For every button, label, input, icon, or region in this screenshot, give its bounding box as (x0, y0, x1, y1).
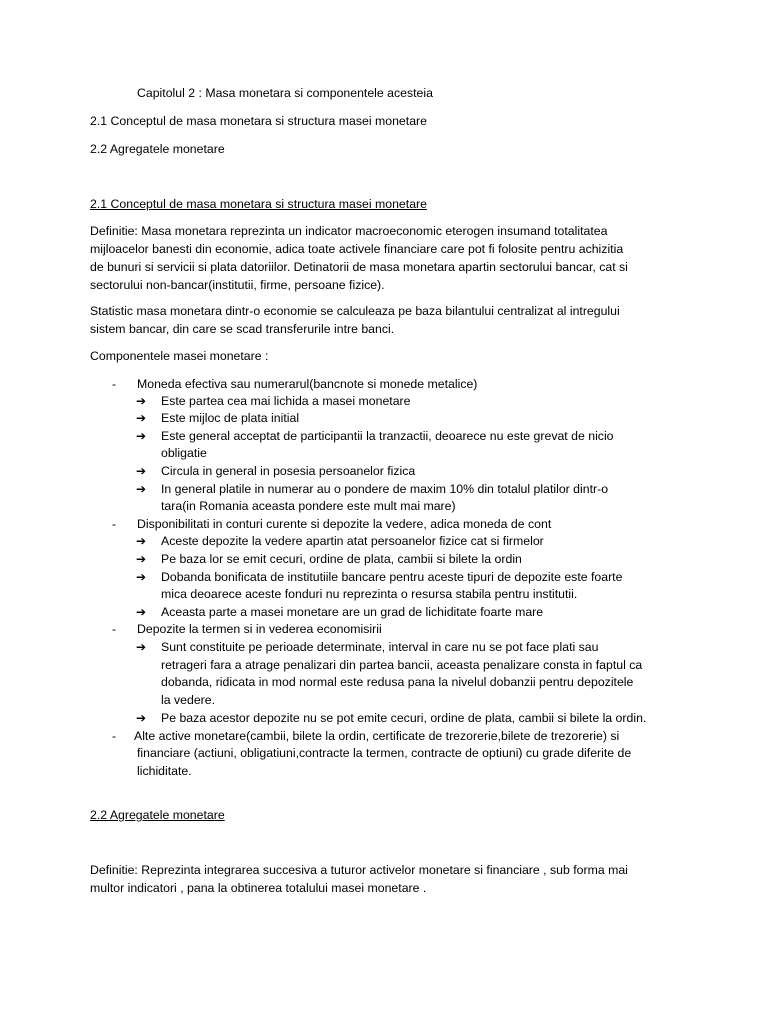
arrow-bullet-icon: ➔ (136, 464, 147, 478)
sub-item-continuation: tara(in Romania aceasta pondere este mult mai mare) (161, 499, 456, 513)
arrow-bullet-icon: ➔ (136, 394, 147, 408)
sub-item: Aceasta parte a masei monetare are un grad de lichiditate foarte mare (161, 605, 544, 619)
sub-item: Pe baza acestor depozite nu se pot emite cecuri, ordine de plata, cambii si bilete la ordin. (161, 711, 647, 725)
arrow-bullet-icon: ➔ (136, 640, 147, 654)
text-line: de bunuri si servicii si plata datoriilor. Detinatorii de masa monetara apartin sectorului bancar, cat si (90, 260, 628, 274)
sub-item: Dobanda bonificata de institutiile bancare pentru aceste tipuri de depozite este foarte (161, 570, 623, 584)
list-item-continuation: lichiditate. (137, 764, 192, 778)
sub-item: Aceste depozite la vedere apartin atat persoanelor fizice cat si firmelor (161, 534, 544, 548)
chapter-title: Capitolul 2 : Masa monetara si componentele acesteia (137, 86, 433, 100)
text-line: sectorului non-bancar(institutii, firme, persoane fizice). (90, 278, 385, 292)
text-line: Definitie: Reprezinta integrarea succesiva a tuturor activelor monetare si financiare , sub forma mai (90, 863, 628, 877)
sub-item-continuation: retrageri fara a atrage penalizari din partea bancii, aceasta penalizare consta in faptul ca (161, 658, 643, 672)
list-item-continuation: financiare (actiuni, obligatiuni,contracte la termen, contracte de optiuni) cu grade diferite de (137, 746, 632, 760)
list-item-title: Moneda efectiva sau numerarul(bancnote si monede metalice) (137, 377, 478, 391)
arrow-bullet-icon: ➔ (136, 552, 147, 566)
sub-item-continuation: obligatie (161, 446, 207, 460)
arrow-bullet-icon: ➔ (136, 534, 147, 548)
sub-item: Este general acceptat de participantii la tranzactii, deoarece nu este grevat de nicio (161, 429, 614, 443)
text-line: mijloacelor banesti din economie, adica toate activele financiare care pot fi folosite pentru achizitia (90, 242, 624, 256)
sub-item: Este mijloc de plata initial (161, 411, 300, 425)
arrow-bullet-icon: ➔ (136, 570, 147, 584)
sub-item-continuation: dobanda, ridicata in mod normal este redusa pana la nivelul dobanzii pentru depozitele (161, 675, 634, 689)
components-heading: Componentele masei monetare : (90, 349, 269, 363)
sub-item: Este partea cea mai lichida a masei monetare (161, 394, 411, 408)
sub-item: Sunt constituite pe perioade determinate, interval in care nu se pot face plati sau (161, 640, 599, 654)
sub-item: Circula in general in posesia persoanelor fizica (161, 464, 416, 478)
text-line: multor indicatori , pana la obtinerea totalului masei monetare . (90, 881, 427, 895)
arrow-bullet-icon: ➔ (136, 482, 147, 496)
list-item-title: Alte active monetare(cambii, bilete la ordin, certificate de trezorerie,bilete de trezorerie) si (134, 729, 620, 743)
arrow-bullet-icon: ➔ (136, 605, 147, 619)
text-line: Statistic masa monetara dintr-o economie se calculeaza pe baza bilantului centralizat al intregului (90, 304, 620, 318)
dash-bullet: - (112, 729, 117, 743)
toc-item-2-1: 2.1 Conceptul de masa monetara si structura masei monetare (90, 114, 427, 128)
toc-item-2-2: 2.2 Agregatele monetare (90, 142, 225, 156)
sub-item-continuation: mica deoarece aceste fonduri nu reprezinta o resursa stabila pentru institutii. (161, 587, 578, 601)
arrow-bullet-icon: ➔ (136, 711, 147, 725)
list-item-title: Depozite la termen si in vederea economisirii (137, 622, 382, 636)
dash-bullet: - (112, 377, 117, 391)
section-heading-2-1: 2.1 Conceptul de masa monetara si structura masei monetare (90, 197, 427, 211)
dash-bullet: - (112, 622, 117, 636)
dash-bullet: - (112, 517, 117, 531)
text-line: sistem bancar, din care se scad transferurile intre banci. (90, 322, 395, 336)
section-heading-2-2: 2.2 Agregatele monetare (90, 808, 225, 822)
sub-item: In general platile in numerar au o pondere de maxim 10% din totalul platilor dintr-o (161, 482, 609, 496)
text-line: Definitie: Masa monetara reprezinta un indicator macroeconomic eterogen insumand totalitatea (90, 224, 608, 238)
arrow-bullet-icon: ➔ (136, 411, 147, 425)
sub-item: Pe baza lor se emit cecuri, ordine de plata, cambii si bilete la ordin (161, 552, 522, 566)
list-item-title: Disponibilitati in conturi curente si depozite la vedere, adica moneda de cont (137, 517, 552, 531)
sub-item-continuation: la vedere. (161, 693, 216, 707)
arrow-bullet-icon: ➔ (136, 429, 147, 443)
